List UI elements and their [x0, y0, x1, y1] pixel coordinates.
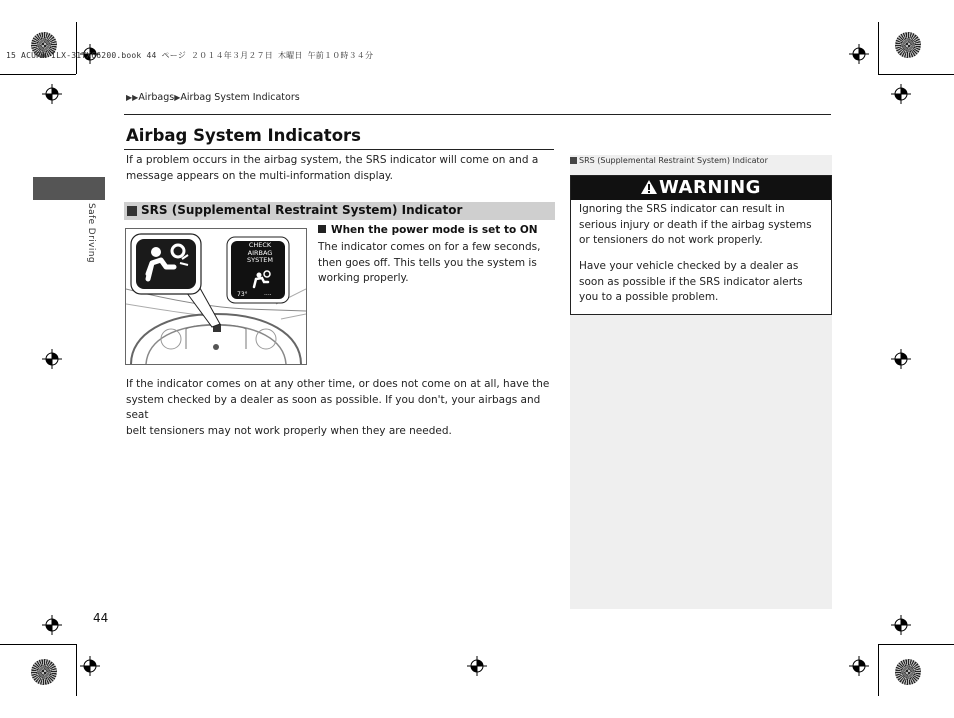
display-line: CHECK [248, 241, 272, 249]
condition-title: When the power mode is set to ON [331, 224, 538, 236]
condition-description [318, 240, 554, 287]
breadcrumb-separator-icon: ▶ [174, 93, 181, 102]
warning-paragraph-2 [579, 259, 825, 306]
registration-target-icon [849, 656, 869, 676]
warning-line: soon as possible if the SRS indicator alerts [579, 275, 803, 288]
breadcrumb-link-airbags[interactable]: Airbags [138, 92, 175, 103]
display-temp-right: .... [264, 290, 272, 297]
advice-paragraph [126, 377, 556, 439]
registration-target-icon [849, 44, 869, 64]
warning-line: you to a possible problem. [579, 291, 719, 303]
registration-dial-bottom-left [31, 659, 57, 685]
condition-heading [318, 224, 538, 236]
condition-line: The indicator comes on for a few seconds, [318, 241, 541, 253]
display-line: SYSTEM [247, 256, 273, 264]
registration-dial-bottom-right [895, 659, 921, 685]
registration-target-icon [42, 615, 62, 635]
warning-header [571, 176, 831, 200]
advice-line: system checked by a dealer as soon as possible. If you don't, your airbags and seat [126, 393, 541, 421]
print-job-header: 15 ACURA ILX-31TX66200.book 44 ページ ２０１４年３月２７日 木曜日 午前１０時３４分 [6, 51, 374, 60]
breadcrumb-current: Airbag System Indicators [180, 92, 300, 103]
condition-line: then goes off. This tells you the system is [318, 256, 537, 269]
registration-target-icon [42, 84, 62, 104]
page-title: Airbag System Indicators [126, 126, 361, 145]
display-line: AIRBAG [247, 248, 273, 257]
subsection-header [124, 202, 555, 220]
registration-target-icon [891, 349, 911, 369]
display-temp-left: 73° [237, 291, 248, 298]
breadcrumb-marker-icon: ▶▶ [126, 93, 139, 102]
advice-line: If the indicator comes on at any other time, or does not come on at all, have the [126, 378, 550, 390]
breadcrumb [126, 92, 300, 103]
section-tab[interactable] [33, 177, 105, 200]
section-square-icon [127, 206, 137, 216]
header-rule [124, 114, 831, 115]
subsection-title: SRS (Supplemental Restraint System) Indicator [141, 203, 463, 217]
registration-target-icon [80, 656, 100, 676]
warning-box [570, 175, 832, 315]
warning-line: Ignoring the SRS indicator can result in [579, 203, 785, 215]
warning-line: Have your vehicle checked by a dealer as [579, 260, 799, 272]
warning-line: or tensioners do not work properly. [579, 234, 763, 246]
registration-target-icon [891, 84, 911, 104]
side-note-header [570, 155, 832, 169]
section-side-label: Safe Driving [86, 203, 96, 263]
intro-line: message appears on the multi-information display. [126, 169, 393, 182]
registration-target-icon [42, 349, 62, 369]
intro-line: If a problem occurs in the airbag system, the SRS indicator will come on and a [126, 154, 539, 166]
side-note-panel [570, 155, 832, 609]
warning-line: serious injury or death if the airbag systems [579, 218, 812, 231]
advice-line: belt tensioners may not work properly when they are needed. [126, 424, 452, 437]
bullet-square-icon [318, 225, 326, 233]
warning-paragraph-1 [579, 202, 825, 249]
condition-line: working properly. [318, 272, 409, 284]
side-note-reference[interactable] [570, 156, 768, 165]
registration-target-icon [891, 615, 911, 635]
page-number: 44 [93, 611, 109, 625]
display-message [238, 242, 282, 265]
warning-triangle-icon [641, 180, 657, 194]
title-rule [124, 149, 554, 150]
registration-target-icon [467, 656, 487, 676]
registration-dial-top-right [895, 32, 921, 58]
reference-arrow-icon [570, 157, 577, 164]
side-note-ref-title: SRS (Supplemental Restraint System) Indicator [579, 156, 768, 165]
intro-paragraph [126, 153, 556, 184]
dashboard-illustration [125, 228, 307, 365]
warning-label: WARNING [659, 177, 761, 198]
